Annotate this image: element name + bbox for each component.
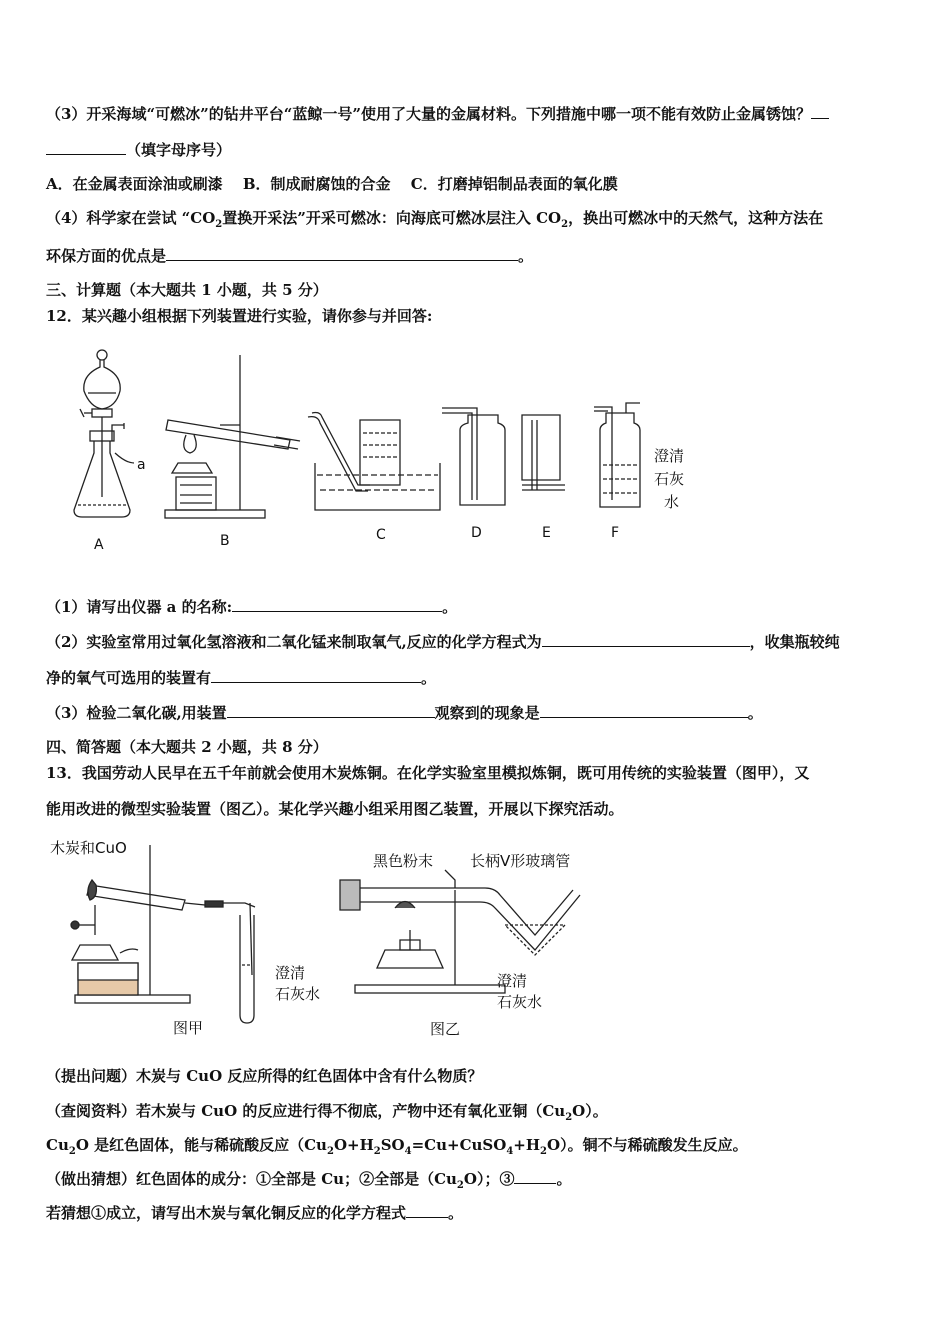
fig-jia-svg [50, 835, 350, 1040]
q13-guess-blank[interactable] [514, 1169, 556, 1184]
label-instrument-a: a [137, 457, 146, 473]
q3-options: A．在金属表面涂油或刷漆 B．制成耐腐蚀的合金 C．打磨掉铝制品表面的氧化膜 [46, 175, 618, 193]
q12-part2-cont: 净的氧气可选用的装置有 。 [46, 669, 437, 687]
fig-yi-caption: 图乙 [430, 1020, 461, 1038]
apparatus-d [442, 408, 505, 505]
q12-stem: 12．某兴趣小组根据下列装置进行实验，请你参与并回答: [46, 307, 433, 325]
fig-jia [50, 835, 350, 1040]
fig-jia-caption: 图甲 [173, 1019, 204, 1037]
apparatus-f [594, 403, 640, 507]
q13-question: （提出问题）木炭与 CuO 反应所得的红色固体中含有什么物质？ [46, 1067, 483, 1085]
q4-line1: （4）科学家在尝试 “$CO_2$置换开采法”开采可燃冰：向海底可燃冰层注入 $CO_2$，换出可燃冰中的天然气，这种方法在 [46, 209, 824, 230]
fig-yi-water-2: 石灰水 [497, 993, 543, 1011]
q3-answer-blank-cont[interactable] [46, 140, 126, 155]
apparatus-a [74, 350, 134, 517]
q12-part2: （2）实验室常用过氧化氢溶液和二氧化锰来制取氧气,反应的化学方程式为 ，收集瓶较纯 [46, 633, 840, 651]
fig-jia-water-2: 石灰水 [275, 985, 321, 1003]
q12-part3: （3）检验二氧化碳,用装置 观察到的现象是 。 [46, 704, 763, 722]
fig-yi-powder: 黑色粉末 [373, 852, 434, 870]
label-e: E [542, 525, 551, 541]
f-limewater-3: 水 [664, 493, 680, 511]
fig-yi-water-1: 澄清 [497, 972, 528, 990]
label-b: B [220, 533, 230, 549]
q12-p2-blank2[interactable] [211, 668, 421, 683]
label-f: F [611, 525, 620, 541]
q12-p3-blank2[interactable] [540, 703, 748, 718]
apparatus-b [165, 355, 300, 518]
q13-stem-2: 能用改进的微型实验装置（图乙）。某化学兴趣小组采用图乙装置，开展以下探究活动。 [46, 800, 624, 818]
q3-line2: （填字母序号） [46, 140, 231, 160]
apparatus-c [308, 413, 440, 511]
q12-apparatus-figure [60, 345, 700, 560]
q13-equation: 若猜想①成立，请写出木炭与氧化铜反应的化学方程式 。 [46, 1204, 464, 1222]
f-limewater-1: 澄清 [654, 447, 685, 465]
q12-part1: （1）请写出仪器 a 的名称: 。 [46, 598, 458, 616]
label-a: A [94, 537, 104, 553]
q13-stem-1: 13．我国劳动人民早在五千年前就会使用木炭炼铜。在化学实验室里模拟炼铜，既可用传统的实验装置（图甲），又 [46, 764, 810, 782]
label-d: D [471, 525, 482, 541]
fig-jia-water-1: 澄清 [275, 964, 306, 982]
q3-line1: （3）开采海域“可燃冰”的钻井平台“蓝鲸一号”使用了大量的金属材料。下列措施中哪一项不能有效防止金属锈蚀？ [46, 104, 829, 124]
apparatus-e [522, 415, 565, 490]
fig-yi-tube: 长柄V形玻璃管 [470, 852, 571, 870]
q3-answer-blank[interactable] [811, 104, 829, 119]
fig-jia-label: 木炭和CuO [50, 839, 127, 857]
q13-equation-blank[interactable] [406, 1203, 448, 1218]
section-3-heading: 三、计算题（本大题共 1 小题，共 5 分） [46, 281, 328, 299]
f-limewater-2: 石灰 [654, 470, 685, 488]
q13-reference: （查阅资料）若木炭与 CuO 的反应进行得不彻底，产物中还有氧化亚铜$(Cu_2O)$。 [46, 1102, 608, 1123]
q13-cu2o-line: $Cu_2O$ 是红色固体，能与稀硫酸反应$(Cu_2O+H_2SO_4=Cu+CuSO_4+H_2O)$。铜不与稀硫酸发生反应。 [46, 1136, 748, 1157]
q12-p3-blank1[interactable] [227, 703, 435, 718]
fig-yi [335, 840, 605, 1040]
label-c: C [376, 527, 386, 543]
q12-p1-blank[interactable] [232, 597, 442, 612]
q4-answer-blank[interactable] [166, 246, 518, 261]
q12-p2-blank1[interactable] [542, 632, 750, 647]
q4-line2: 环保方面的优点是 。 [46, 247, 534, 265]
section-4-heading: 四、简答题（本大题共 2 小题，共 8 分） [46, 738, 328, 756]
q13-guess: （做出猜想）红色固体的成分：①全部是 Cu；②全部是$(Cu_2O)$；③ 。 [46, 1170, 572, 1191]
